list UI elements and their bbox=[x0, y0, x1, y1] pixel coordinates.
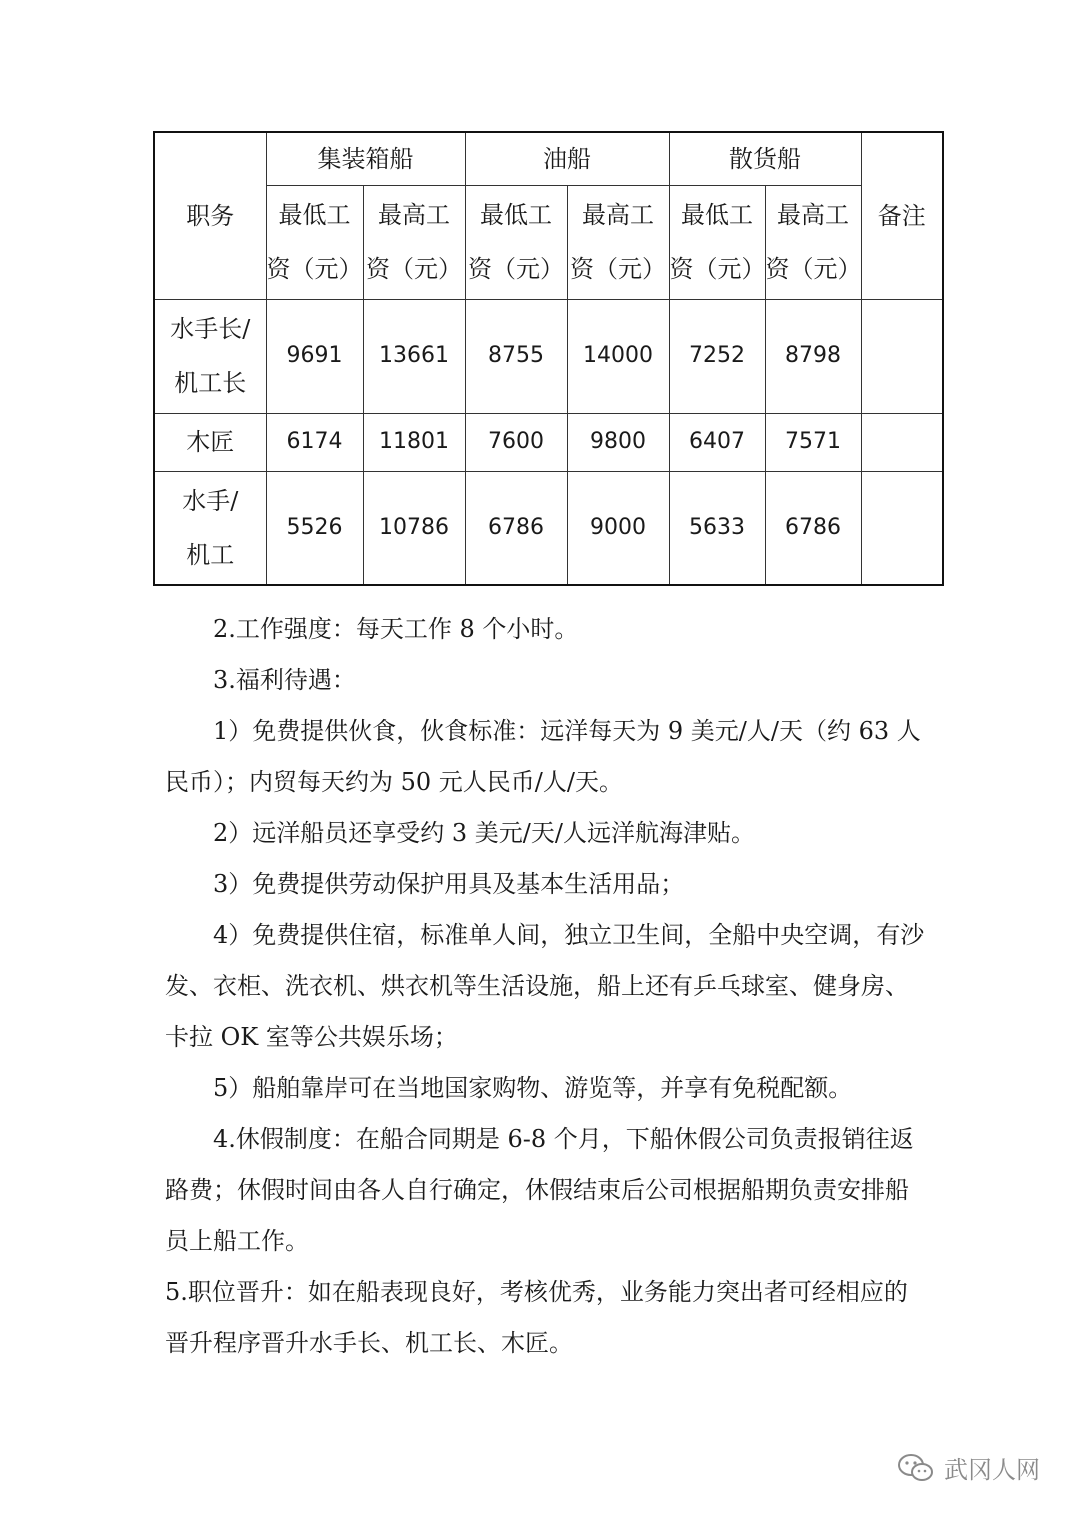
wage-cell: 11801 bbox=[363, 413, 465, 471]
wage-cell: 14000 bbox=[567, 299, 669, 413]
wage-cell: 5526 bbox=[266, 471, 363, 585]
wage-cell: 7600 bbox=[465, 413, 567, 471]
header-max-wage: 最高工 资（元） bbox=[363, 185, 465, 299]
paragraph-benefit-equipment: 3）免费提供劳动保护用具及基本生活用品； bbox=[213, 870, 685, 898]
remark-cell bbox=[861, 299, 943, 413]
wage-cell: 8798 bbox=[765, 299, 861, 413]
table-row bbox=[154, 471, 943, 585]
wage-cell: 6786 bbox=[765, 471, 861, 585]
wage-cell: 7571 bbox=[765, 413, 861, 471]
watermark-text: 武冈人网 bbox=[944, 1456, 1040, 1484]
document-body bbox=[165, 604, 925, 1369]
header-max-wage: 最高工 资（元） bbox=[765, 185, 861, 299]
wage-cell: 9691 bbox=[266, 299, 363, 413]
header-group-bulk-carrier: 散货船 bbox=[669, 132, 861, 185]
header-remarks: 备注 bbox=[861, 132, 943, 299]
watermark bbox=[896, 1450, 1040, 1485]
header-min-wage: 最低工 资（元） bbox=[465, 185, 567, 299]
wage-cell: 5633 bbox=[669, 471, 765, 585]
header-min-wage: 最低工 资（元） bbox=[669, 185, 765, 299]
header-row-groups bbox=[154, 132, 943, 185]
table-row bbox=[154, 299, 943, 413]
paragraph-promotion: 5.职位晋升：如在船表现良好，考核优秀，业务能力突出者可经相应的晋升程序晋升水手长、机工长、木匠。 bbox=[165, 1278, 908, 1357]
wage-cell: 9000 bbox=[567, 471, 669, 585]
position-cell: 木匠 bbox=[154, 413, 266, 471]
header-group-oil-tanker: 油船 bbox=[465, 132, 669, 185]
paragraph-work-intensity: 2.工作强度：每天工作 8 个小时。 bbox=[213, 615, 579, 643]
wage-cell: 6786 bbox=[465, 471, 567, 585]
position-cell: 水手长/ 机工长 bbox=[154, 299, 266, 413]
wage-cell: 10786 bbox=[363, 471, 465, 585]
wage-cell: 7252 bbox=[669, 299, 765, 413]
header-position: 职务 bbox=[154, 132, 266, 299]
position-cell: 水手/ 机工 bbox=[154, 471, 266, 585]
paragraph-benefit-allowance: 2）远洋船员还享受约 3 美元/天/人远洋航海津贴。 bbox=[213, 819, 755, 847]
paragraph-benefit-meals: 1）免费提供伙食，伙食标准：远洋每天为 9 美元/人/天（约 63 人民币）；内贸每天约为 50 元人民币/人/天。 bbox=[165, 717, 921, 796]
header-row-sub bbox=[154, 185, 943, 299]
header-max-wage: 最高工 资（元） bbox=[567, 185, 669, 299]
paragraph-benefit-housing: 4）免费提供住宿，标准单人间，独立卫生间，全船中央空调，有沙发、衣柜、洗衣机、烘衣机等生活设施，船上还有乒乓球室、健身房、卡拉 OK 室等公共娱乐场； bbox=[165, 921, 925, 1051]
wage-table bbox=[153, 131, 944, 586]
remark-cell bbox=[861, 413, 943, 471]
paragraph-benefit-shore: 5）船舶靠岸可在当地国家购物、游览等，并享有免税配额。 bbox=[213, 1074, 853, 1102]
table-row bbox=[154, 413, 943, 471]
wechat-icon bbox=[896, 1452, 936, 1484]
header-group-container-ship: 集装箱船 bbox=[266, 132, 465, 185]
wage-cell: 6174 bbox=[266, 413, 363, 471]
wage-cell: 13661 bbox=[363, 299, 465, 413]
header-min-wage: 最低工 资（元） bbox=[266, 185, 363, 299]
paragraph-benefits-heading: 3.福利待遇： bbox=[213, 666, 356, 694]
paragraph-leave-policy: 4.休假制度：在船合同期是 6-8 个月，下船休假公司负责报销往返路费；休假时间由各人自行确定，休假结束后公司根据船期负责安排船员上船工作。 bbox=[165, 1125, 914, 1255]
wage-cell: 8755 bbox=[465, 299, 567, 413]
remark-cell bbox=[861, 471, 943, 585]
wage-cell: 9800 bbox=[567, 413, 669, 471]
wage-cell: 6407 bbox=[669, 413, 765, 471]
